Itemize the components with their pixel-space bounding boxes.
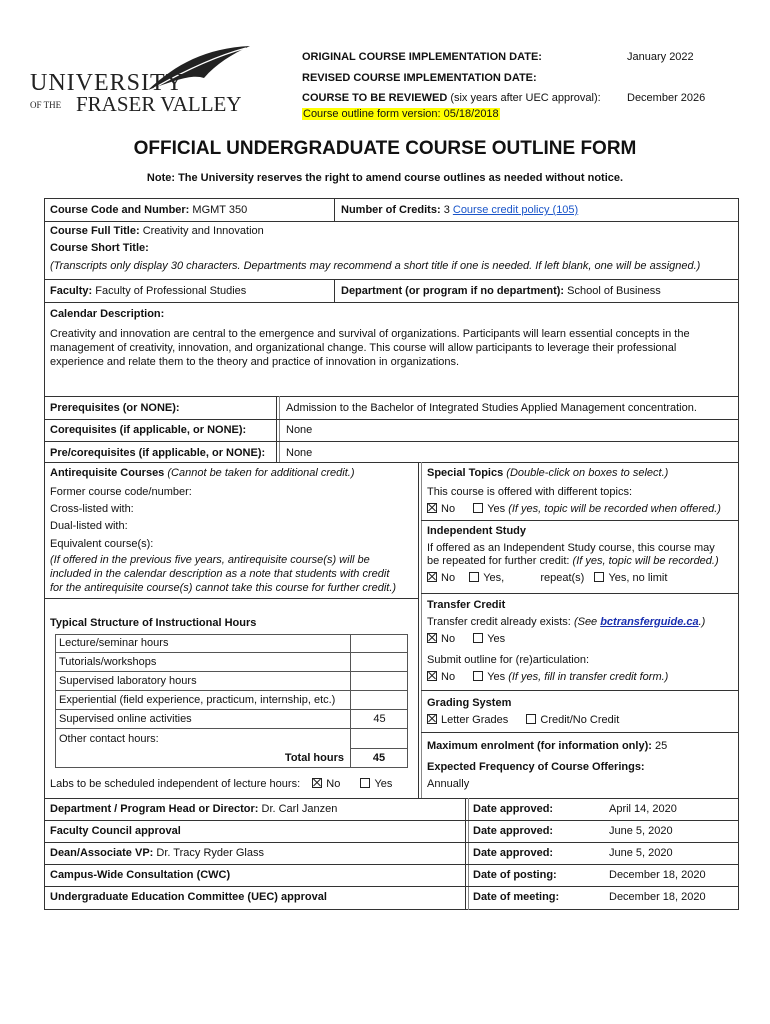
rearticulation-no-label: No	[441, 671, 456, 683]
approval-name: Dr. Tracy Ryder Glass	[156, 847, 264, 859]
university-logo	[28, 44, 253, 119]
hours-row-label: Tutorials/workshops	[59, 656, 157, 668]
course-code-value: MGMT 350	[192, 204, 248, 216]
anti-cross: Cross-listed with:	[50, 503, 134, 515]
anti-note-3: for the antirequisite course(s) cannot take this course for further credit.)	[50, 582, 397, 594]
department	[341, 285, 661, 297]
hours-title: Typical Structure of Instructional Hours	[50, 617, 257, 629]
anti-equiv: Equivalent course(s):	[50, 538, 154, 550]
hours-row-label: Experiential (field experience, practicum, internship, etc.)	[59, 694, 336, 706]
anti-dual: Dual-listed with:	[50, 520, 128, 532]
short-title-label: Course Short Title:	[50, 242, 149, 254]
independent-yes-checkbox[interactable]	[469, 572, 479, 582]
independent-line-1: If offered as an Independent Study course, this course may	[427, 542, 715, 554]
course-code	[50, 204, 247, 216]
coreq-label: Corequisites (if applicable, or NONE):	[50, 424, 247, 436]
approval-date: June 5, 2020	[609, 825, 673, 837]
independent-nolimit-label: Yes, no limit	[608, 572, 668, 584]
letter-grades-label: Letter Grades	[441, 714, 509, 726]
labs-yes-label: Yes	[374, 778, 393, 790]
anti-title	[50, 467, 354, 479]
credit-nocredit-checkbox[interactable]	[526, 714, 536, 724]
precoreq-label: Pre/corequisites (if applicable, or NONE):	[50, 447, 266, 459]
anti-title-note: (Cannot be taken for additional credit.)	[167, 467, 355, 479]
approval-name: Dr. Carl Janzen	[261, 803, 338, 815]
credits-label: Number of Credits:	[341, 204, 441, 216]
rearticulation-yes-label: Yes	[487, 671, 506, 683]
bctransferguide-link[interactable]: bctransferguide.ca	[600, 616, 699, 628]
credit-policy-link[interactable]: Course credit policy (105)	[452, 204, 579, 216]
grading-title: Grading System	[427, 697, 512, 709]
transfer-close: .)	[698, 616, 706, 628]
hours-row	[55, 729, 350, 749]
hours-row	[55, 710, 408, 729]
transfer-see: (See	[573, 616, 598, 628]
approval-date: December 18, 2020	[609, 891, 706, 903]
total-hours-value: 45	[372, 752, 386, 764]
hours-row-label: Supervised laboratory hours	[59, 675, 197, 687]
transfer-title: Transfer Credit	[427, 599, 506, 611]
approval-date-label: Date approved:	[473, 825, 554, 837]
labs-no-checkbox[interactable]	[312, 778, 322, 788]
approval-row	[44, 842, 739, 864]
review-value: December 2026	[627, 92, 706, 104]
logo-line2: FRASER VALLEY	[76, 92, 242, 116]
logo-of-the: OF THE	[30, 100, 62, 110]
precoreq-value: None	[286, 447, 313, 459]
approval-date-label: Date approved:	[473, 803, 554, 815]
labs-no-label: No	[326, 778, 341, 790]
review-label: COURSE TO BE REVIEWED	[302, 92, 448, 104]
rearticulation-yes-note: (If yes, fill in transfer credit form.)	[508, 671, 669, 683]
approval-row	[44, 886, 739, 908]
credits	[341, 204, 578, 216]
transcript-note: (Transcripts only display 30 characters. Departments may recommend a short title if one is needed. If left blank, one will be assigned.)	[50, 260, 701, 272]
frequency-value: Annually	[427, 778, 470, 790]
hours-row	[55, 653, 408, 672]
approval-date-label: Date approved:	[473, 847, 554, 859]
special-no-label: No	[441, 503, 456, 515]
anti-former: Former course code/number:	[50, 486, 192, 498]
department-value: School of Business	[567, 285, 661, 297]
hours-row	[55, 634, 408, 653]
letter-grades-checkbox[interactable]	[427, 714, 437, 724]
prereq-label: Prerequisites (or NONE):	[50, 402, 180, 414]
page-title: OFFICIAL UNDERGRADUATE COURSE OUTLINE FORM	[133, 138, 637, 159]
note: Note: The University reserves the right to amend course outlines as needed without notice.	[146, 172, 624, 184]
total-hours-label: Total hours	[284, 752, 344, 764]
transfer-yes-checkbox[interactable]	[473, 633, 483, 643]
independent-nolimit-checkbox[interactable]	[594, 572, 604, 582]
orig-impl-value: January 2022	[627, 51, 694, 63]
transfer-exists-options	[427, 633, 505, 645]
faculty-label: Faculty:	[50, 285, 93, 297]
course-code-label: Course Code and Number:	[50, 204, 190, 216]
max-enrolment-label: Maximum enrolment (for information only):	[427, 740, 652, 752]
calendar-line-3: experience and relate them to the theory and practice of innovation in organizations.	[50, 356, 460, 368]
approval-date: April 14, 2020	[609, 803, 677, 815]
revised-impl-label: REVISED COURSE IMPLEMENTATION DATE:	[302, 72, 537, 84]
faculty-value: Faculty of Professional Studies	[95, 285, 247, 297]
transfer-yes-label: Yes	[487, 633, 506, 645]
independent-yes-label: Yes,	[483, 572, 505, 584]
special-yes-note: (If yes, topic will be recorded when offered.)	[508, 503, 721, 515]
department-label: Department (or program if no department):	[341, 285, 565, 297]
independent-line-2-text: be repeated for further credit:	[427, 555, 570, 567]
special-title-label: Special Topics	[427, 467, 504, 479]
grading-options	[427, 714, 619, 726]
frequency-label: Expected Frequency of Course Offerings:	[427, 761, 645, 773]
special-title-note: (Double-click on boxes to select.)	[506, 467, 669, 479]
full-title-value: Creativity and Innovation	[142, 225, 264, 237]
approval-label: Campus-Wide Consultation (CWC)	[50, 869, 231, 881]
special-line: This course is offered with different topics:	[427, 486, 633, 498]
credits-value: 3	[443, 204, 450, 216]
transfer-no-label: No	[441, 633, 456, 645]
transfer-line-text: Transfer credit already exists:	[427, 616, 571, 628]
orig-impl-label: ORIGINAL COURSE IMPLEMENTATION DATE:	[302, 51, 542, 63]
faculty	[50, 285, 246, 297]
approval-row	[44, 820, 739, 842]
credit-nocredit-label: Credit/No Credit	[540, 714, 620, 726]
independent-no-label: No	[441, 572, 456, 584]
approval-label: Dean/Associate VP:	[50, 847, 154, 859]
transfer-submit: Submit outline for (re)articulation:	[427, 654, 590, 666]
approval-label: Faculty Council approval	[50, 825, 181, 837]
approval-date-label: Date of meeting:	[473, 891, 560, 903]
special-title	[427, 467, 668, 479]
anti-note-1: (If offered in the previous five years, antirequisite course(s) will be	[50, 554, 370, 566]
review-line	[302, 92, 601, 104]
anti-note-2: included in the calendar description as a note that students with credit	[50, 568, 390, 580]
special-no-checkbox[interactable]	[427, 503, 437, 513]
approval-label: Undergraduate Education Committee (UEC) approval	[50, 891, 327, 903]
special-yes-checkbox[interactable]	[473, 503, 483, 513]
review-note: (six years after UEC approval):	[450, 92, 601, 104]
full-title-label: Course Full Title:	[50, 225, 140, 237]
independent-title: Independent Study	[427, 525, 526, 537]
transfer-submit-options	[427, 671, 668, 683]
hours-row-label: Supervised online activities	[59, 713, 192, 725]
independent-no-checkbox[interactable]	[427, 572, 437, 582]
approval-row	[44, 864, 739, 886]
anti-title-label: Antirequisite Courses	[50, 467, 165, 479]
special-yes-label: Yes	[487, 503, 506, 515]
coreq-value: None	[286, 424, 313, 436]
hours-row-label: Lecture/seminar hours	[59, 637, 169, 649]
max-enrolment-value: 25	[654, 740, 668, 752]
full-title	[50, 225, 264, 237]
labs-line	[50, 778, 392, 790]
hours-row	[55, 672, 408, 691]
hours-row	[55, 691, 408, 710]
labs-yes-checkbox[interactable]	[360, 778, 370, 788]
hours-row-label: Other contact hours:	[59, 733, 159, 745]
independent-line-2	[427, 555, 719, 567]
rearticulation-no-checkbox[interactable]	[427, 671, 437, 681]
approval-row	[44, 798, 739, 820]
calendar-line-1: Creativity and innovation are central to the emergence and survival of organizations. Participants will learn essential concepts in the	[50, 328, 690, 340]
approval-date: December 18, 2020	[609, 869, 706, 881]
approval-date: June 5, 2020	[609, 847, 673, 859]
max-enrolment	[427, 740, 667, 752]
transfer-line	[427, 616, 705, 628]
labs-label: Labs to be scheduled independent of lecture hours:	[50, 778, 301, 790]
hours-row-value: 45	[373, 713, 386, 725]
special-options	[427, 503, 721, 515]
transfer-no-checkbox[interactable]	[427, 633, 437, 643]
independent-options	[427, 572, 667, 584]
independent-line-2-note: (If yes, topic will be recorded.)	[572, 555, 719, 567]
logo-line1: UNIVERSITY	[30, 70, 184, 96]
approval-label: Department / Program Head or Director:	[50, 803, 259, 815]
calendar-line-2: management of creativity, innovation, and organizational change. This course will allow participants to leverage their professional	[50, 342, 677, 354]
independent-repeat-label: repeat(s)	[540, 572, 585, 584]
prereq-value: Admission to the Bachelor of Integrated Studies Applied Management concentration.	[286, 402, 697, 414]
form-version: Course outline form version: 05/18/2018	[303, 108, 499, 120]
calendar-label: Calendar Description:	[50, 308, 165, 320]
approval-date-label: Date of posting:	[473, 869, 557, 881]
rearticulation-yes-checkbox[interactable]	[473, 671, 483, 681]
